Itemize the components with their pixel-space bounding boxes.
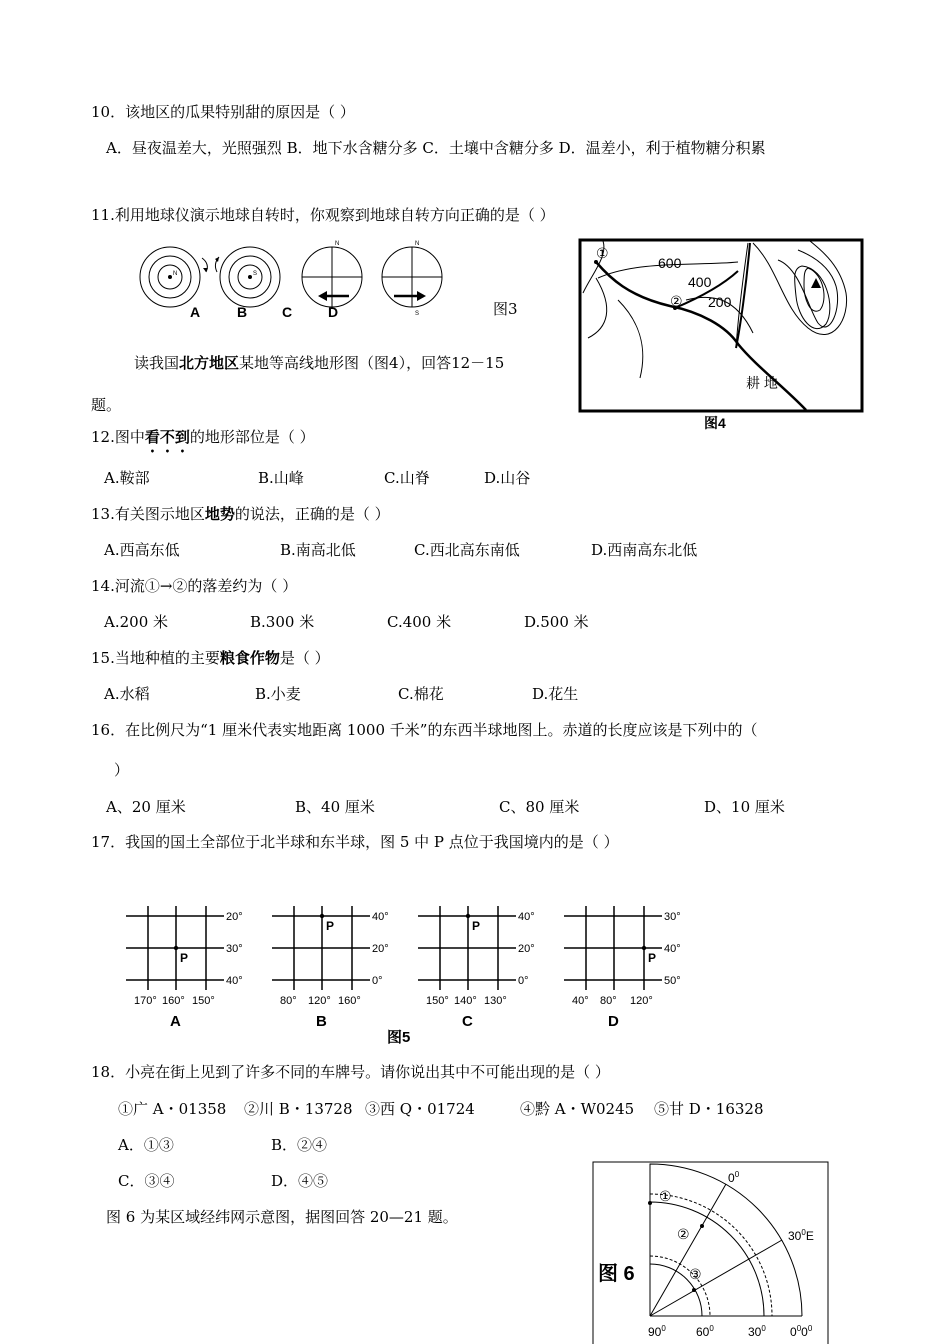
- svg-text:P: P: [648, 951, 657, 965]
- lon-label: 150°: [192, 995, 215, 1007]
- svg-text:300E: $30^0E$: [788, 1228, 814, 1243]
- svg-text:S: S: [253, 271, 258, 277]
- q15-option-d: D.花生: [532, 685, 579, 703]
- svg-text:①: ①: [596, 245, 609, 261]
- lon-label: 150°: [426, 995, 449, 1007]
- q16-option-c: C、80 厘米: [499, 798, 580, 816]
- q10-options: A．昼夜温差大，光照强烈 B．地下水含糖分多 C．土壤中含糖分多 D．温差小，利于植物糖分积累: [106, 139, 766, 157]
- svg-text:①: ①: [659, 1188, 672, 1204]
- svg-text:00: $0^0$: [728, 1170, 740, 1185]
- q14-option-b: B.300 米: [250, 613, 315, 631]
- svg-text:②: ②: [677, 1226, 690, 1242]
- figure-5-grids: [118, 898, 708, 1030]
- lon-label: 80°: [600, 995, 617, 1007]
- grid-d: [564, 906, 681, 1030]
- lat-label: 40°: [664, 943, 681, 955]
- q13-option-b: B.南高北低: [280, 541, 356, 559]
- figure-6-graticule: [590, 1160, 830, 1344]
- q13-option-a: A.西高东低: [104, 541, 180, 559]
- q18-stem: 18．小亮在街上见到了许多不同的车牌号。请你说出其中不可能出现的是（ ）: [91, 1063, 610, 1081]
- q15-option-b: B.小麦: [255, 685, 301, 703]
- grid-label: B: [316, 1013, 327, 1030]
- figure-6-intro: 图 6 为某区域经纬网示意图，据图回答 20—21 题。: [106, 1208, 458, 1226]
- q16-option-d: D、10 厘米: [704, 798, 785, 816]
- q16-option-a: A、20 厘米: [106, 798, 186, 816]
- point-p: [174, 946, 178, 950]
- peak-icon: [811, 278, 821, 288]
- globe-label-b: B: [237, 304, 248, 320]
- q14-option-a: A.200 米: [104, 613, 168, 631]
- q18-option-a: A．①③: [118, 1136, 174, 1154]
- svg-text:N: N: [335, 241, 340, 247]
- svg-text:900: $90^0$: [648, 1324, 666, 1339]
- q13-stem: 13.有关图示地区地势的说法，正确的是（ ）: [91, 505, 390, 523]
- q16-stem: 16．在比例尺为“1 厘米代表实地距离 1000 千米”的东西半球地图上。赤道的长度应该是下列中的（: [91, 721, 758, 739]
- svg-text:②: ②: [670, 293, 683, 309]
- q16-stem-cont: ）: [114, 761, 130, 779]
- globe-b-icon: [215, 247, 280, 307]
- q12-option-c: C.山脊: [384, 469, 430, 487]
- svg-text:N: N: [173, 271, 178, 277]
- q10-stem: 10．该地区的瓜果特别甜的原因是（ ）: [91, 103, 355, 121]
- globe-label-a: A: [190, 304, 201, 320]
- lat-label: 20°: [372, 943, 389, 955]
- figure-3-caption: 图3: [493, 300, 518, 318]
- q14-option-d: D.500 米: [524, 613, 589, 631]
- globe-label-c: C: [282, 304, 293, 320]
- lon-label: 130°: [484, 995, 507, 1007]
- lon-label: 160°: [338, 995, 361, 1007]
- lon-label: 140°: [454, 995, 477, 1007]
- q18-option-b: B．②④: [271, 1136, 328, 1154]
- q13-option-d: D.西南高东北低: [591, 541, 698, 559]
- lat-label: 50°: [664, 975, 681, 987]
- lon-label: 120°: [630, 995, 653, 1007]
- lon-label: 160°: [162, 995, 185, 1007]
- globe-c-icon: [302, 241, 362, 307]
- q11-stem: 11.利用地球仪演示地球自转时，你观察到地球自转方向正确的是（ ）: [91, 206, 555, 224]
- globe-label-d: D: [328, 304, 339, 320]
- svg-text:P: P: [472, 919, 481, 933]
- grid-label: A: [170, 1013, 181, 1030]
- grid-c: [418, 906, 535, 1030]
- svg-text:N: N: [415, 241, 420, 247]
- lat-label: 0°: [518, 975, 529, 987]
- q18-plate-2: ②川 B・13728: [244, 1100, 353, 1118]
- q18-plate-3: ③西 Q・01724: [365, 1100, 475, 1118]
- svg-text:P: P: [326, 919, 335, 933]
- lat-label: 20°: [518, 943, 535, 955]
- q18-plate-1: ①广 A・01358: [118, 1100, 227, 1118]
- q18-plate-5: ⑤甘 D・16328: [654, 1100, 764, 1118]
- point-p: [320, 914, 324, 918]
- svg-text:P: P: [180, 951, 189, 965]
- q18-option-c: C．③④: [118, 1172, 175, 1190]
- svg-text:S: S: [415, 311, 420, 317]
- q13-option-c: C.西北高东南低: [414, 541, 520, 559]
- lon-label: 170°: [134, 995, 157, 1007]
- lon-label: 120°: [308, 995, 331, 1007]
- q16-option-b: B、40 厘米: [295, 798, 375, 816]
- lat-label: 20°: [226, 911, 243, 923]
- figure-5-caption: 图5: [387, 1029, 411, 1046]
- globe-d-icon: [382, 241, 442, 317]
- grid-b: [272, 906, 389, 1030]
- lat-label: 40°: [226, 975, 243, 987]
- svg-text:③: ③: [689, 1266, 702, 1282]
- figure-3-globes: [132, 236, 462, 328]
- globe-a-icon: [140, 247, 208, 307]
- svg-text:0000: $0^00^0$: [790, 1324, 813, 1339]
- svg-text:300: $30^0$: [748, 1324, 766, 1339]
- q17-stem: 17．我国的国土全部位于北半球和东半球，图 5 中 P 点位于我国境内的是（ ）: [91, 833, 619, 851]
- svg-text:600: 600: [658, 255, 682, 271]
- svg-text:400: 400: [688, 274, 712, 290]
- q12-stem: 12.图中看不到的地形部位是（ ）: [91, 428, 315, 446]
- q12-option-d: D.山谷: [484, 469, 531, 487]
- figure-4-caption: 图4: [704, 415, 726, 431]
- lat-label: 40°: [518, 911, 535, 923]
- q15-option-a: A.水稻: [104, 685, 150, 703]
- q14-option-c: C.400 米: [387, 613, 452, 631]
- lat-label: 30°: [226, 943, 243, 955]
- grid-label: C: [462, 1013, 473, 1030]
- point-p: [642, 946, 646, 950]
- lat-label: 0°: [372, 975, 383, 987]
- q15-stem: 15.当地种植的主要粮食作物是（ ）: [91, 649, 330, 667]
- intro-12-15-cont: 题。: [91, 396, 122, 414]
- q15-option-c: C.棉花: [398, 685, 444, 703]
- grid-label: D: [608, 1013, 619, 1030]
- figure-4-contour-map: [578, 238, 866, 433]
- figure-6-title: 图 6: [598, 1263, 635, 1285]
- intro-12-15: 读我国北方地区某地等高线地形图（图4），回答12－15: [134, 354, 505, 372]
- lat-label: 40°: [372, 911, 389, 923]
- svg-text:200: 200: [708, 294, 732, 310]
- lat-label: 30°: [664, 911, 681, 923]
- lon-label: 80°: [280, 995, 297, 1007]
- point-p: [466, 914, 470, 918]
- q12-option-b: B.山峰: [258, 469, 304, 487]
- q18-option-d: D．④⑤: [271, 1172, 329, 1190]
- q12-option-a: A.鞍部: [104, 469, 150, 487]
- lon-label: 40°: [572, 995, 589, 1007]
- svg-text:耕 地: 耕 地: [746, 375, 778, 391]
- q14-stem: 14.河流①→②的落差约为（ ）: [91, 577, 298, 595]
- svg-text:600: $60^0$: [696, 1324, 714, 1339]
- q18-plate-4: ④黔 A・W0245: [520, 1100, 635, 1118]
- grid-a: [126, 906, 243, 1030]
